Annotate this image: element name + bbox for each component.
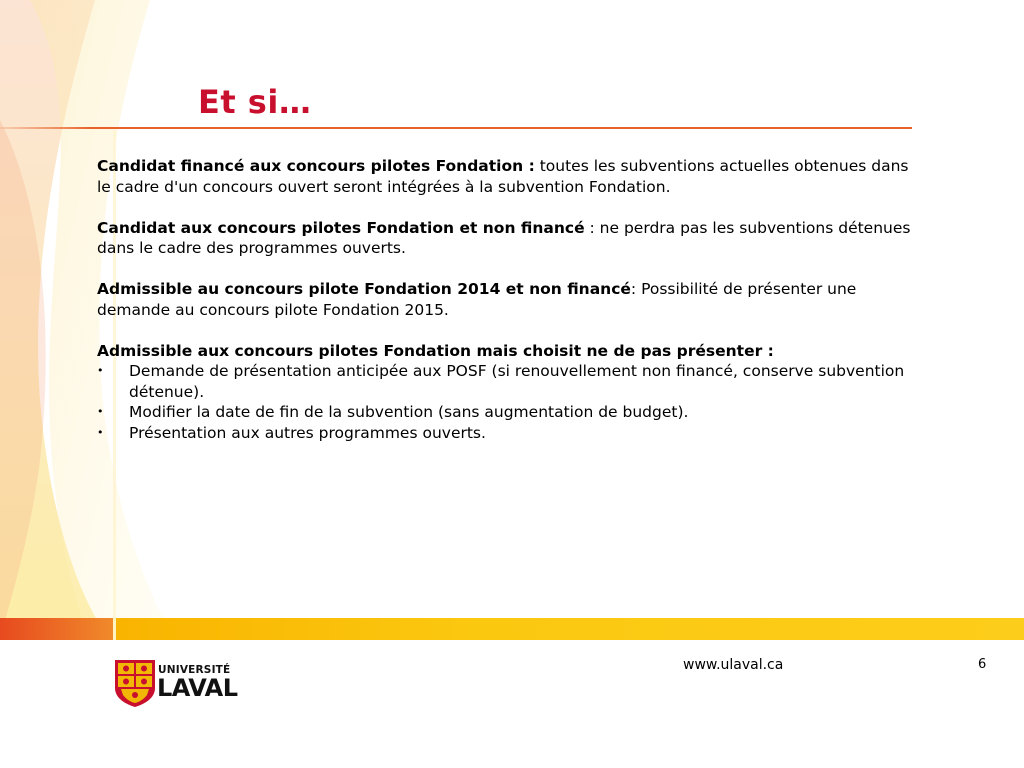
paragraph-eligible-2014 (97, 279, 912, 320)
paragraph-funded-candidate (97, 156, 912, 197)
bullet-list (97, 361, 912, 443)
bullet-icon: • (97, 405, 104, 418)
paragraph-lead: Admissible au concours pilote Fondation 2014 et non financé (97, 280, 631, 298)
paragraph-text: toutes les subventions actuelles obtenues dans le cadre d'un concours ouvert seront intégrées à la subvention Fondation. (97, 157, 909, 196)
list-item (97, 361, 912, 402)
section-heading: Admissible aux concours pilotes Fondation mais choisit ne de pas présenter : (97, 341, 774, 360)
footer-band-yellow (116, 618, 1024, 640)
list-item-text: Présentation aux autres programmes ouverts. (129, 423, 486, 442)
paragraph-unfunded-candidate (97, 218, 912, 259)
paragraph-text: : ne perdra pas les subventions détenues dans le cadre des programmes ouverts. (97, 218, 911, 257)
university-crest-icon (113, 658, 157, 708)
slide-body (97, 156, 912, 443)
slide-title: Et si… (198, 83, 312, 121)
paragraph-text: : Possibilité de présenter une demande au concours pilote Fondation 2015. (97, 280, 857, 319)
title-divider (0, 127, 912, 129)
list-item-text: Modifier la date de fin de la subvention (sans augmentation de budget). (129, 403, 689, 421)
logo-text-universite: UNIVERSITÉ (158, 664, 231, 676)
bullet-icon: • (97, 364, 104, 377)
bullet-icon: • (97, 425, 104, 439)
paragraph-lead: Candidat aux concours pilotes Fondation et non financé (97, 218, 585, 237)
logo-text-laval: LAVAL (157, 674, 238, 702)
page-number: 6 (978, 657, 987, 672)
list-item (97, 402, 912, 423)
paragraph-lead: Candidat financé aux concours pilotes Fondation : (97, 157, 535, 175)
footer-band-red (0, 618, 113, 640)
list-item (97, 423, 912, 444)
list-item-text: Demande de présentation anticipée aux POSF (si renouvellement non financé, conserve subvention détenue). (129, 362, 905, 401)
footer-url[interactable]: www.ulaval.ca (683, 657, 784, 673)
